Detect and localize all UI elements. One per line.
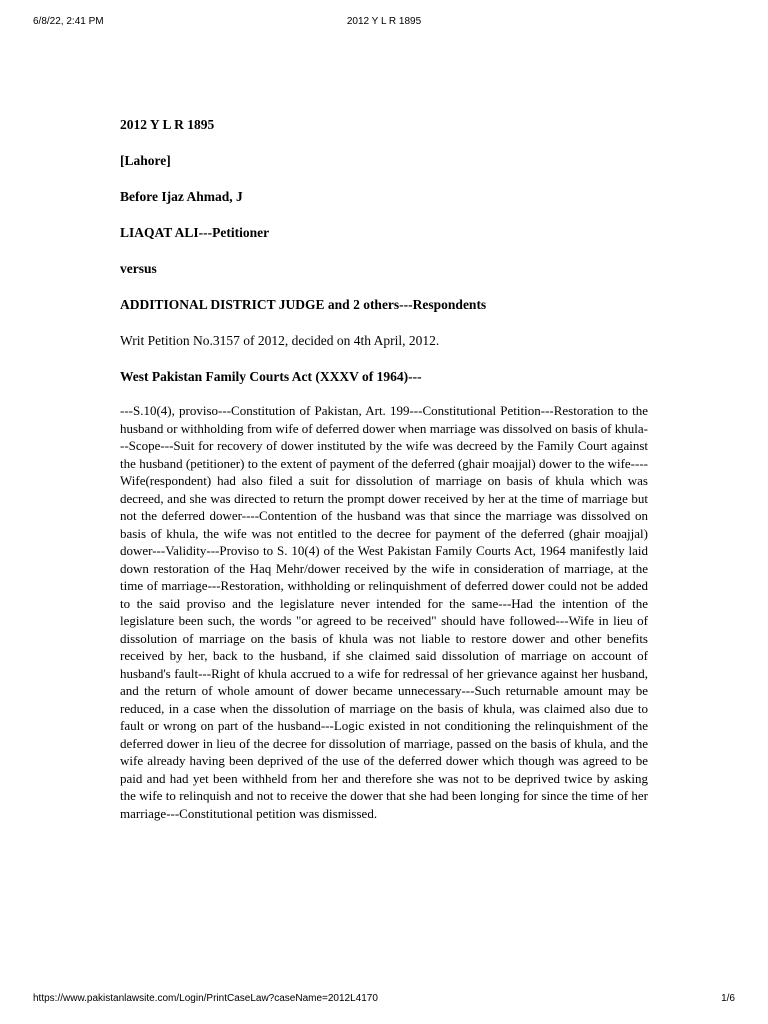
print-footer bbox=[0, 991, 768, 1007]
judge-name: Before Ijaz Ahmad, J bbox=[120, 189, 243, 204]
petitioner: LIAQAT ALI---Petitioner bbox=[120, 225, 270, 240]
citation: 2012 Y L R 1895 bbox=[120, 117, 215, 132]
page-number: 1/6 bbox=[721, 993, 735, 1004]
print-title: 2012 Y L R 1895 bbox=[346, 16, 422, 27]
respondents: ADDITIONAL DISTRICT JUDGE and 2 others---Respondents bbox=[120, 297, 487, 312]
print-url: https://www.pakistanlawsite.com/Login/PrintCaseLaw?caseName=2012L4170 bbox=[33, 993, 378, 1004]
statute-heading: West Pakistan Family Courts Act (XXXV of 1964)--- bbox=[120, 369, 422, 384]
versus-label: versus bbox=[120, 261, 157, 276]
case-law-document bbox=[120, 116, 648, 822]
court-name: [Lahore] bbox=[120, 153, 171, 168]
print-datetime: 6/8/22, 2:41 PM bbox=[33, 16, 104, 27]
case-summary: ---S.10(4), proviso---Constitution of Pakistan, Art. 199---Constitutional Petition---Restoration to the husband or withholding from wife of deferred dower when marriage was dissolved on basis of khula---Scope---Suit for recovery of dower instituted by the wife was decreed by the Family Court against the husband (petitioner) to the extent of payment of the deferred (ghair moajjal) dower to the wife----Wife(respondent) had also filed a suit for dissolution of marriage on basis of khula which was decreed, and she was directed to return the prompt dower received by her at the time of marriage but not the deferred dower----Contention of the husband was that since the marriage was dissolved on basis of khula, the wife was not entitled to the decree for payment of the deferred (ghair moajjal) dower---Validity---Proviso to S. 10(4) of the West Pakistan Family Courts Act, 1964 manifestly laid down restoration of the Haq Mehr/dower received by the wife in consideration of marriage, at the time of marriage---Restoration, withholding or relinquishment of deferred dower could not be added to the said proviso and the legislature never intended for the same---Had the intention of the legislature been such, the words "or agreed to be received" should have followed---Wife in lieu of dissolution of marriage on the basis of khula was not liable to restore dower and other benefits received by her, back to the husband, if she claimed said dissolution of marriage on account of husband's fault---Right of khula accrued to a wife for redressal of her grievance against her husband, and the return of whole amount of dower became unnecessary---Such returnable amount may be reduced, in a case when the dissolution of marriage on the basis of khula, was claimed also due to fault or wrong on part of the husband---Logic existed in not conditioning the relinquishment of the deferred dower in lieu of the decree for dissolution of marriage, passed on the basis of khula, and the wife already having been deprived of the use of the deferred dower which though was agreed to be paid and had yet been withheld from her and therefore she was not to be deprived twice by asking the wife to relinquish and not to receive the dower that she had been longing for since the time of her marriage---Constitutional petition was dismissed. bbox=[120, 403, 648, 821]
print-header bbox=[0, 14, 768, 30]
case-info: Writ Petition No.3157 of 2012, decided on 4th April, 2012. bbox=[120, 333, 440, 348]
